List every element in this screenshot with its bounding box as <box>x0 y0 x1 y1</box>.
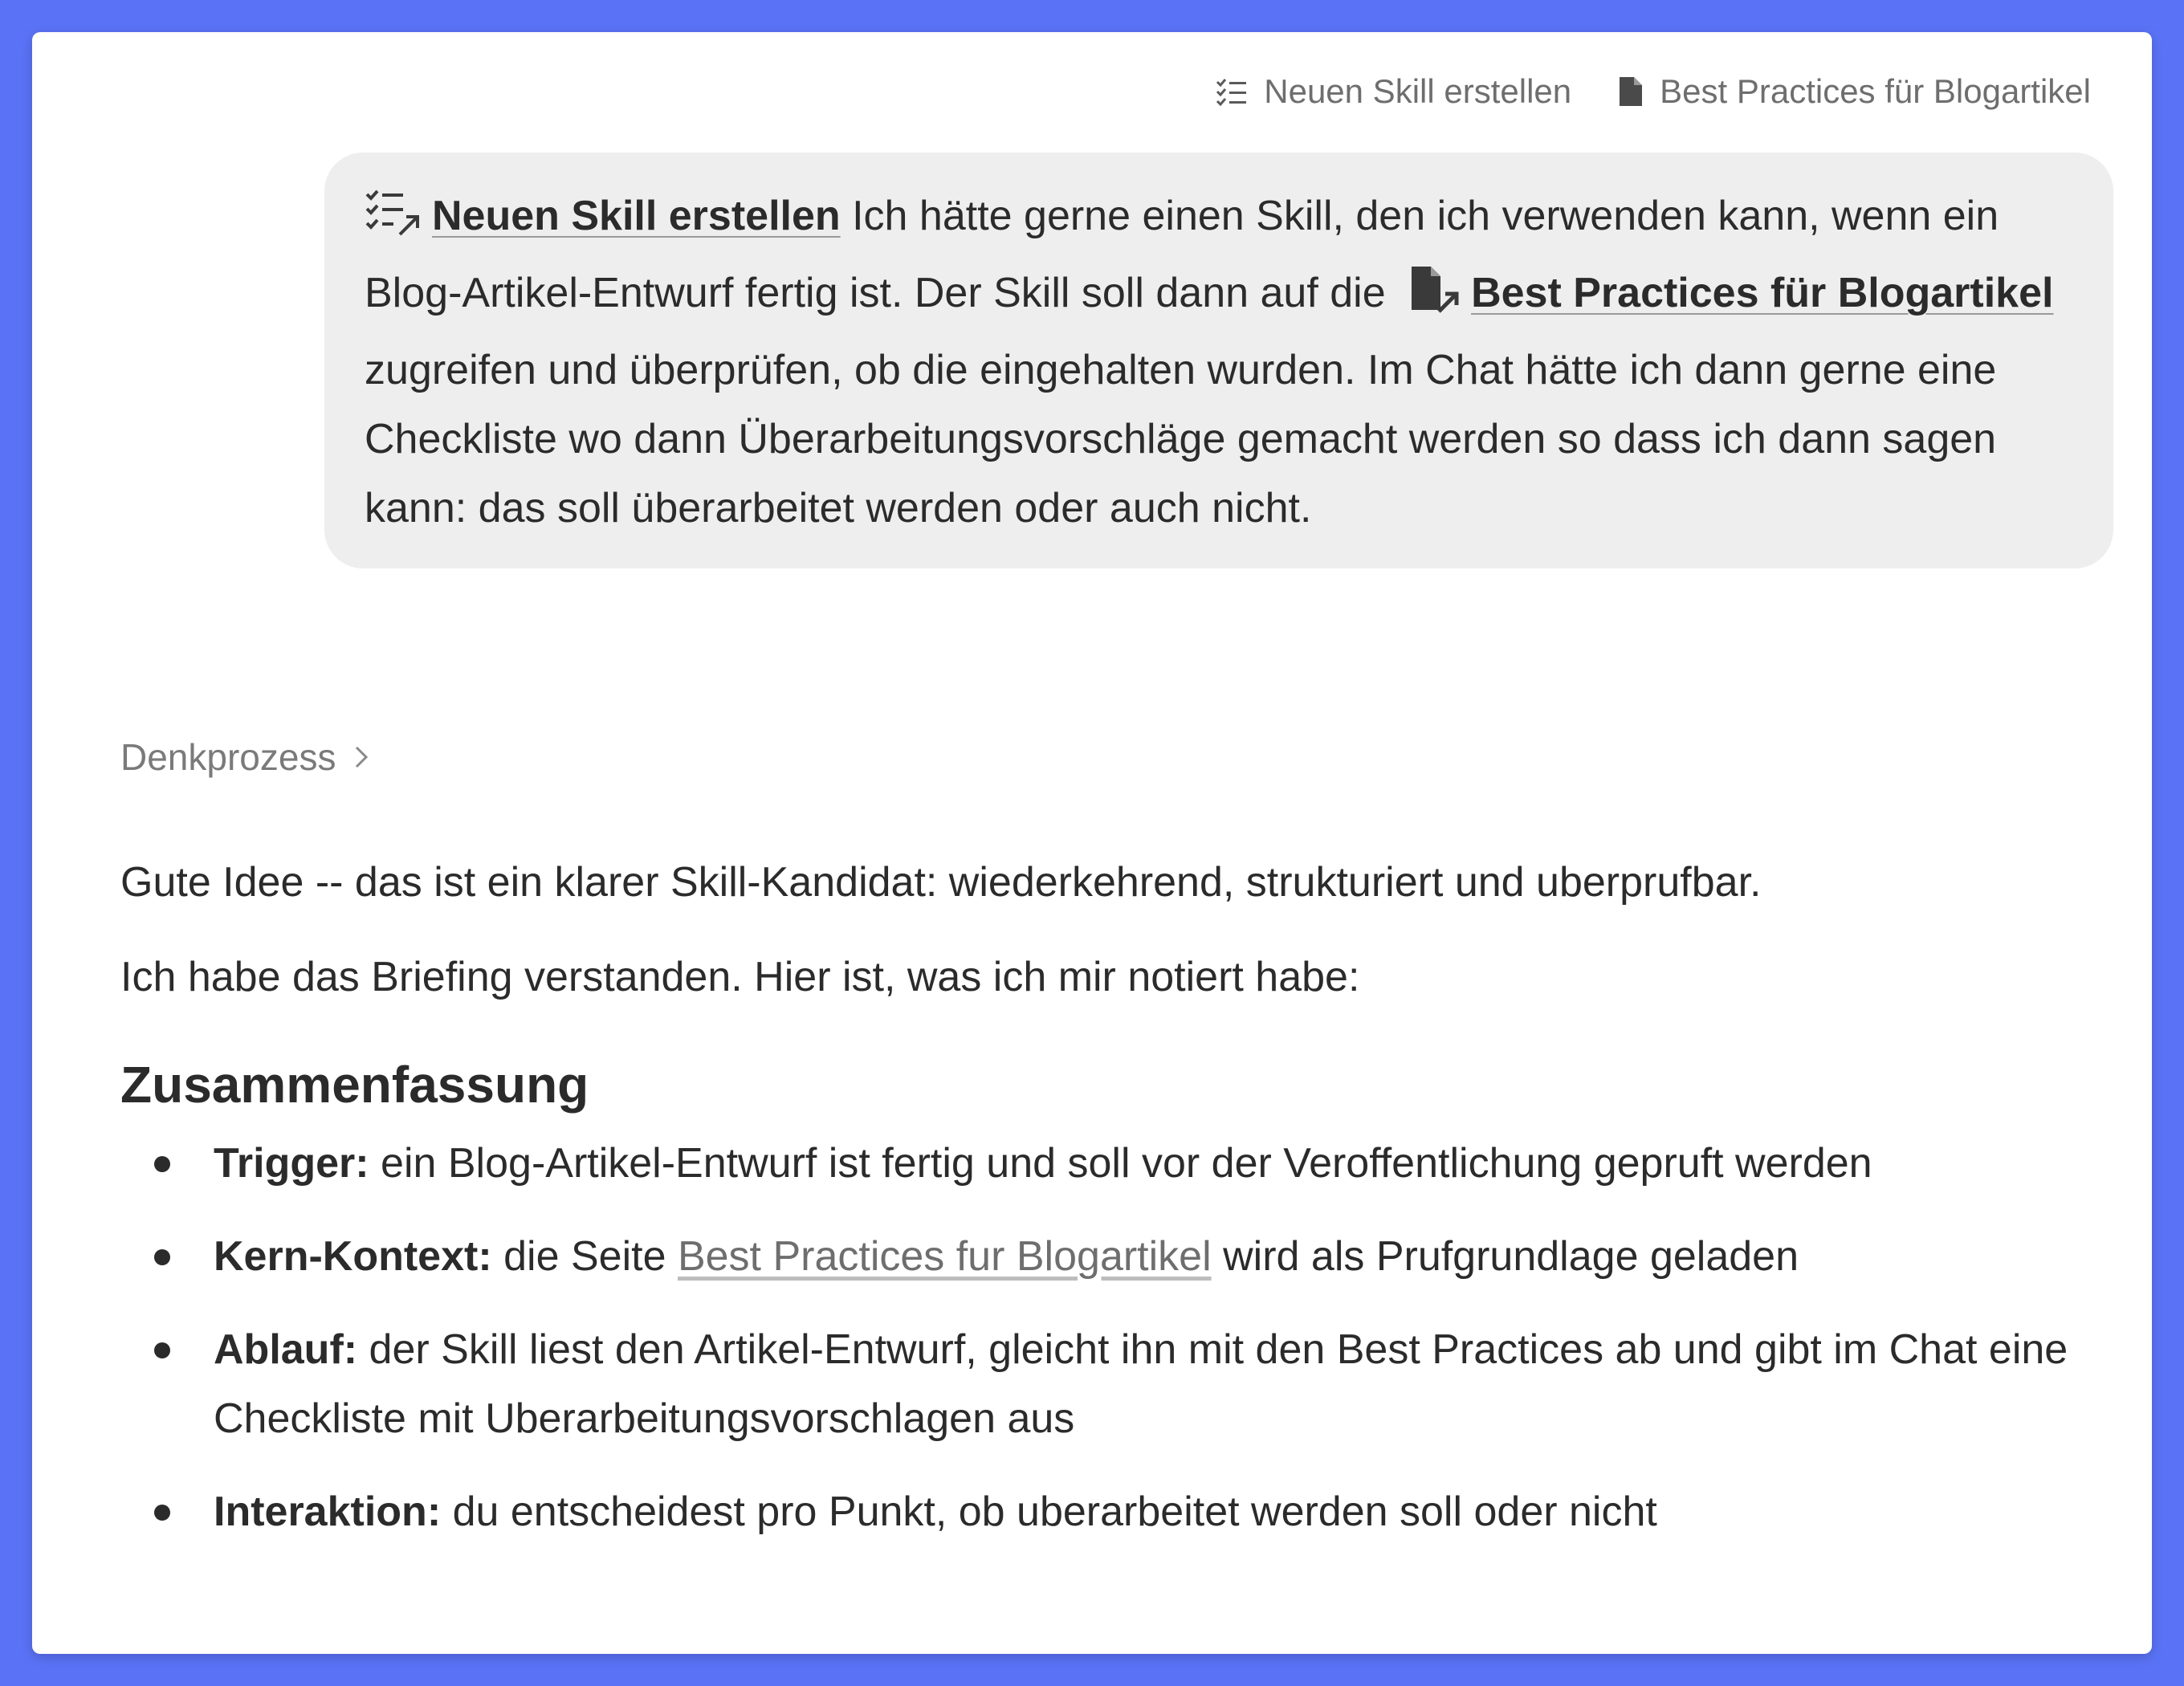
list-item-interaktion <box>120 1477 2080 1546</box>
skill-mention[interactable]: Neuen Skill erstellen <box>432 193 841 239</box>
chevron-right-icon <box>353 735 369 779</box>
list-item-text: die Seite <box>503 1233 666 1280</box>
page-chip[interactable] <box>1618 72 2091 111</box>
message-text-2: zugreifen und überprüfen, ob die eingehalten wurden. Im Chat hätte ich dann gerne eine Checkliste wo dann Überarbeitungsvorschläge gemacht werden so dass ich dann sagen kann: das soll überarbeitet werden oder auch nicht. <box>365 347 1997 531</box>
chat-window <box>32 32 2152 1654</box>
skill-chip[interactable] <box>1216 72 1571 111</box>
list-item-label: Kern-Kontext: <box>214 1233 492 1280</box>
message-text-1: Ich hätte gerne einen Skill, den ich verwenden kann, wenn ein Blog-Artikel-Entwurf fertig ist. Der Skill soll dann auf die <box>365 193 1999 316</box>
summary-list <box>120 1129 2080 1546</box>
checklist-icon <box>1216 77 1248 106</box>
list-item-label: Trigger: <box>214 1140 369 1187</box>
summary-heading: Zusammenfassung <box>120 1056 589 1114</box>
assistant-response <box>120 848 2080 1570</box>
response-briefing: Ich habe das Briefing verstanden. Hier ist, was ich mir notiert habe: <box>120 954 1360 1000</box>
list-item-label: Ablauf: <box>214 1326 358 1373</box>
checklist-arrow-icon <box>365 188 421 259</box>
page-mention[interactable]: Best Practices für Blogartikel <box>1471 270 2054 316</box>
document-icon <box>1618 75 1644 108</box>
list-item-label: Interaktion: <box>214 1488 442 1535</box>
context-chips <box>1216 72 2091 111</box>
response-intro: Gute Idee -- das ist ein klarer Skill-Kandidat: wiederkehrend, strukturiert und uberprufbar. <box>120 859 1762 906</box>
page-chip-label: Best Practices für Blogartikel <box>1660 72 2091 110</box>
list-item-text: ein Blog-Artikel-Entwurf ist fertig und soll vor der Veroffentlichung gepruft werden <box>381 1140 1872 1187</box>
best-practices-link[interactable]: Best Practices fur Blogartikel <box>677 1233 1212 1280</box>
list-item-trigger <box>120 1129 2080 1198</box>
thinking-label: Denkprozess <box>120 736 336 778</box>
document-arrow-icon <box>1408 263 1460 336</box>
thinking-toggle[interactable] <box>120 735 369 779</box>
user-message <box>324 153 2113 568</box>
skill-chip-label: Neuen Skill erstellen <box>1264 72 1572 110</box>
list-item-kern-kontext <box>120 1222 2080 1291</box>
list-item-text: wird als Prufgrundlage geladen <box>1223 1233 1799 1280</box>
list-item-text: der Skill liest den Artikel-Entwurf, gleicht ihn mit den Best Practices ab und gibt im Chat eine Checkliste mit Uberarbeitungsvorschlagen aus <box>214 1326 2068 1442</box>
list-item-ablauf <box>120 1315 2080 1453</box>
list-item-text: du entscheidest pro Punkt, ob uberarbeitet werden soll oder nicht <box>452 1488 1657 1535</box>
